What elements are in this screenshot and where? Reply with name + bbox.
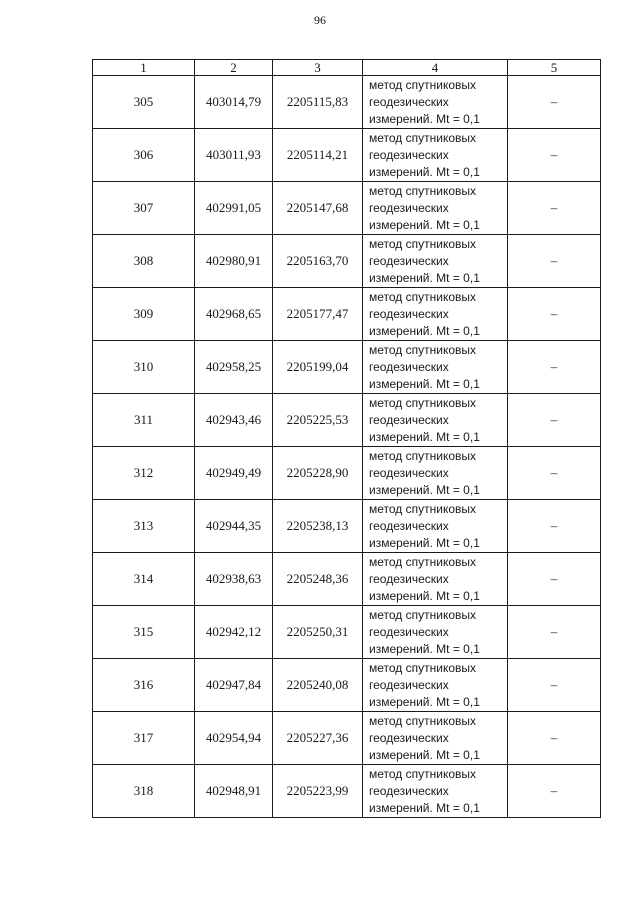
note-cell: –: [508, 341, 601, 394]
note-cell: –: [508, 712, 601, 765]
point-number-cell: 311: [93, 394, 195, 447]
page-number: 96: [314, 13, 326, 27]
method-cell: метод спутниковых геодезических измерений. Mt = 0,1: [363, 712, 508, 765]
table-row: [93, 606, 601, 659]
note-cell: –: [508, 447, 601, 500]
method-cell: метод спутниковых геодезических измерений. Mt = 0,1: [363, 394, 508, 447]
table-row: [93, 553, 601, 606]
y-coordinate-cell: 2205115,83: [273, 76, 363, 129]
column-header-1: 1: [93, 60, 195, 76]
note-cell: –: [508, 129, 601, 182]
table-row: [93, 76, 601, 129]
y-coordinate-cell: 2205163,70: [273, 235, 363, 288]
method-cell: метод спутниковых геодезических измерений. Mt = 0,1: [363, 288, 508, 341]
point-number-cell: 317: [93, 712, 195, 765]
y-coordinate-cell: 2205225,53: [273, 394, 363, 447]
y-coordinate-cell: 2205199,04: [273, 341, 363, 394]
note-cell: –: [508, 606, 601, 659]
x-coordinate-cell: 402980,91: [195, 235, 273, 288]
table-row: [93, 765, 601, 818]
table-header-row: [93, 60, 601, 76]
method-cell: метод спутниковых геодезических измерений. Mt = 0,1: [363, 659, 508, 712]
y-coordinate-cell: 2205250,31: [273, 606, 363, 659]
method-cell: метод спутниковых геодезических измерений. Mt = 0,1: [363, 129, 508, 182]
table-row: [93, 712, 601, 765]
x-coordinate-cell: 402947,84: [195, 659, 273, 712]
y-coordinate-cell: 2205240,08: [273, 659, 363, 712]
x-coordinate-cell: 403014,79: [195, 76, 273, 129]
x-coordinate-cell: 403011,93: [195, 129, 273, 182]
note-cell: –: [508, 76, 601, 129]
point-number-cell: 305: [93, 76, 195, 129]
method-cell: метод спутниковых геодезических измерений. Mt = 0,1: [363, 553, 508, 606]
point-number-cell: 310: [93, 341, 195, 394]
method-cell: метод спутниковых геодезических измерений. Mt = 0,1: [363, 76, 508, 129]
column-header-3: 3: [273, 60, 363, 76]
table-row: [93, 447, 601, 500]
table-row: [93, 182, 601, 235]
point-number-cell: 309: [93, 288, 195, 341]
method-cell: метод спутниковых геодезических измерений. Mt = 0,1: [363, 606, 508, 659]
note-cell: –: [508, 394, 601, 447]
point-number-cell: 312: [93, 447, 195, 500]
x-coordinate-cell: 402954,94: [195, 712, 273, 765]
note-cell: –: [508, 500, 601, 553]
table-row: [93, 394, 601, 447]
y-coordinate-cell: 2205147,68: [273, 182, 363, 235]
y-coordinate-cell: 2205248,36: [273, 553, 363, 606]
x-coordinate-cell: 402968,65: [195, 288, 273, 341]
x-coordinate-cell: 402958,25: [195, 341, 273, 394]
table-row: [93, 341, 601, 394]
point-number-cell: 316: [93, 659, 195, 712]
x-coordinate-cell: 402949,49: [195, 447, 273, 500]
column-header-2: 2: [195, 60, 273, 76]
note-cell: –: [508, 288, 601, 341]
y-coordinate-cell: 2205227,36: [273, 712, 363, 765]
point-number-cell: 318: [93, 765, 195, 818]
point-number-cell: 315: [93, 606, 195, 659]
point-number-cell: 314: [93, 553, 195, 606]
x-coordinate-cell: 402943,46: [195, 394, 273, 447]
x-coordinate-cell: 402944,35: [195, 500, 273, 553]
table-row: [93, 659, 601, 712]
point-number-cell: 306: [93, 129, 195, 182]
x-coordinate-cell: 402942,12: [195, 606, 273, 659]
note-cell: –: [508, 235, 601, 288]
y-coordinate-cell: 2205177,47: [273, 288, 363, 341]
table-row: [93, 235, 601, 288]
coordinates-table: [92, 59, 601, 818]
note-cell: –: [508, 659, 601, 712]
method-cell: метод спутниковых геодезических измерений. Mt = 0,1: [363, 182, 508, 235]
table-row: [93, 500, 601, 553]
method-cell: метод спутниковых геодезических измерений. Mt = 0,1: [363, 765, 508, 818]
point-number-cell: 307: [93, 182, 195, 235]
note-cell: –: [508, 765, 601, 818]
column-header-4: 4: [363, 60, 508, 76]
note-cell: –: [508, 553, 601, 606]
point-number-cell: 308: [93, 235, 195, 288]
column-header-5: 5: [508, 60, 601, 76]
y-coordinate-cell: 2205114,21: [273, 129, 363, 182]
y-coordinate-cell: 2205228,90: [273, 447, 363, 500]
method-cell: метод спутниковых геодезических измерений. Mt = 0,1: [363, 447, 508, 500]
x-coordinate-cell: 402991,05: [195, 182, 273, 235]
x-coordinate-cell: 402948,91: [195, 765, 273, 818]
method-cell: метод спутниковых геодезических измерений. Mt = 0,1: [363, 500, 508, 553]
point-number-cell: 313: [93, 500, 195, 553]
y-coordinate-cell: 2205238,13: [273, 500, 363, 553]
x-coordinate-cell: 402938,63: [195, 553, 273, 606]
method-cell: метод спутниковых геодезических измерений. Mt = 0,1: [363, 341, 508, 394]
method-cell: метод спутниковых геодезических измерений. Mt = 0,1: [363, 235, 508, 288]
table-row: [93, 129, 601, 182]
note-cell: –: [508, 182, 601, 235]
table-row: [93, 288, 601, 341]
y-coordinate-cell: 2205223,99: [273, 765, 363, 818]
